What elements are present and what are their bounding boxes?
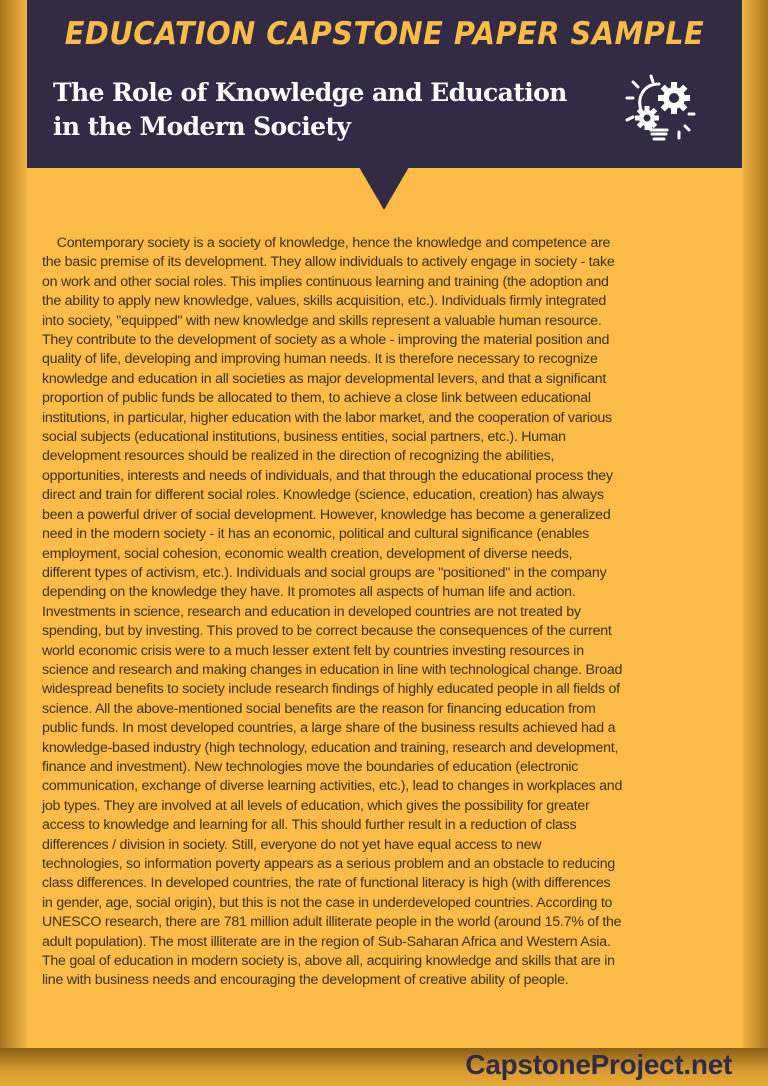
text-line: the ability to apply new knowledge, values, skills acquisition, etc.). Individuals firmly integrated (42, 293, 607, 310)
header-banner (27, 0, 742, 168)
text-line: finance and investment). New technologies move the boundaries of education (electronic (42, 758, 579, 775)
text-line: employment, social cohesion, economic wealth creation, development of diverse needs, (42, 545, 573, 562)
lightbulb-gears-icon (619, 68, 699, 148)
text-line: proportion of public funds be allocated to them, to achieve a close link between educational (42, 390, 591, 407)
banner-pointer (359, 167, 409, 210)
text-line: opportunities, interests and needs of individuals, and that through the educational process they (42, 467, 613, 484)
text-line: class differences. In developed countries, the rate of functional literacy is high (with differences (42, 875, 611, 892)
title-line: in the Modern Society (53, 112, 351, 141)
title-line: The Role of Knowledge and Education (53, 78, 567, 107)
text-line: access to knowledge and learning for all. This should further result in a reduction of class (42, 817, 577, 834)
text-line: been a powerful driver of social development. However, knowledge has become a generalized (42, 506, 611, 523)
page-title (53, 76, 567, 144)
text-line: public funds. In most developed countries, a large share of the business results achieved had a (42, 720, 616, 737)
text-line: They contribute to the development of society as a whole - improving the material position and (42, 332, 610, 349)
right-shadow (742, 0, 768, 1086)
text-line: spending, but by investing. This proved to be correct because the consequences of the current (42, 623, 612, 640)
text-line: institutions, in particular, higher education with the labor market, and the cooperation of various (42, 409, 612, 426)
text-line: The goal of education in modern society is, above all, acquiring knowledge and skills that are in (42, 953, 615, 970)
text-line: direct and train for different social roles. Knowledge (science, education, creation) has always (42, 487, 604, 504)
text-line: world economic crisis were to a much lesser extent felt by countries investing resources in (42, 642, 584, 659)
text-line: technologies, so information poverty appears as a serious problem and an obstacle to reducing (42, 856, 615, 872)
kicker-title: EDUCATION CAPSTONE PAPER SAMPLE (64, 16, 705, 52)
text-line: different types of activism, etc.). Individuals and social groups are "positioned" in the company (42, 564, 607, 581)
text-line: development resources should be realized in the direction of recognizing the abilities, (42, 448, 555, 465)
text-line: line with business needs and encouraging the development of creative ability of people. (42, 972, 569, 989)
text-line: UNESCO research, there are 781 million adult illiterate people in the world (around 15.7% of the (42, 914, 622, 931)
text-line: knowledge and education in all societies as major developmental levers, and that a significant (42, 370, 607, 387)
text-line: in gender, age, social origin), but this is not the case in underdeveloped countries. According to (42, 894, 613, 911)
text-line: knowledge-based industry (high technology, education and training, research and development, (42, 739, 619, 756)
text-line: into society, "equipped" with new knowledge and skills represent a valuable human resource. (42, 312, 602, 329)
text-line: differences / division in society. Still, everyone do not yet have equal access to new (42, 836, 542, 853)
text-line: Investments in science, research and education in developed countries are not treated by (42, 603, 581, 620)
text-line: Contemporary society is a society of knowledge, hence the knowledge and competence are (42, 235, 611, 251)
text-line: widespread benefits to society include research findings of highly educated people in all fields of (42, 681, 620, 698)
text-line: job types. They are involved at all levels of education, which gives the possibility for greater (42, 797, 590, 814)
text-line: communication, exchange of diverse learning activities, etc.), lead to changes in workplaces and (42, 778, 623, 795)
brand-watermark: CapstoneProject.net (465, 1049, 732, 1080)
text-line: science and research and making changes in education in line with technological change. Broad (42, 661, 623, 678)
text-line: social subjects (educational institutions, business entities, social partners, etc.). Human (42, 429, 566, 446)
paper-card (27, 0, 742, 1048)
text-line: quality of life, developing and improving human needs. It is therefore necessary to recognize (42, 351, 598, 368)
text-line: on work and other social roles. This implies continuous learning and training (the adoption and (42, 273, 609, 290)
text-line: depending on the knowledge they have. It promotes all aspects of human life and action. (42, 584, 576, 601)
text-line: adult population). The most illiterate are in the region of Sub-Saharan Africa and Western Asia. (42, 933, 611, 950)
text-line: the basic premise of its development. They allow individuals to actively engage in society - take (42, 254, 615, 271)
text-line: science. All the above-mentioned social benefits are the reason for financing education from (42, 700, 596, 717)
text-line: need in the modern society - it has an economic, political and cultural significance (enables (42, 526, 589, 543)
body-text (42, 234, 732, 991)
left-shadow (0, 0, 27, 1086)
